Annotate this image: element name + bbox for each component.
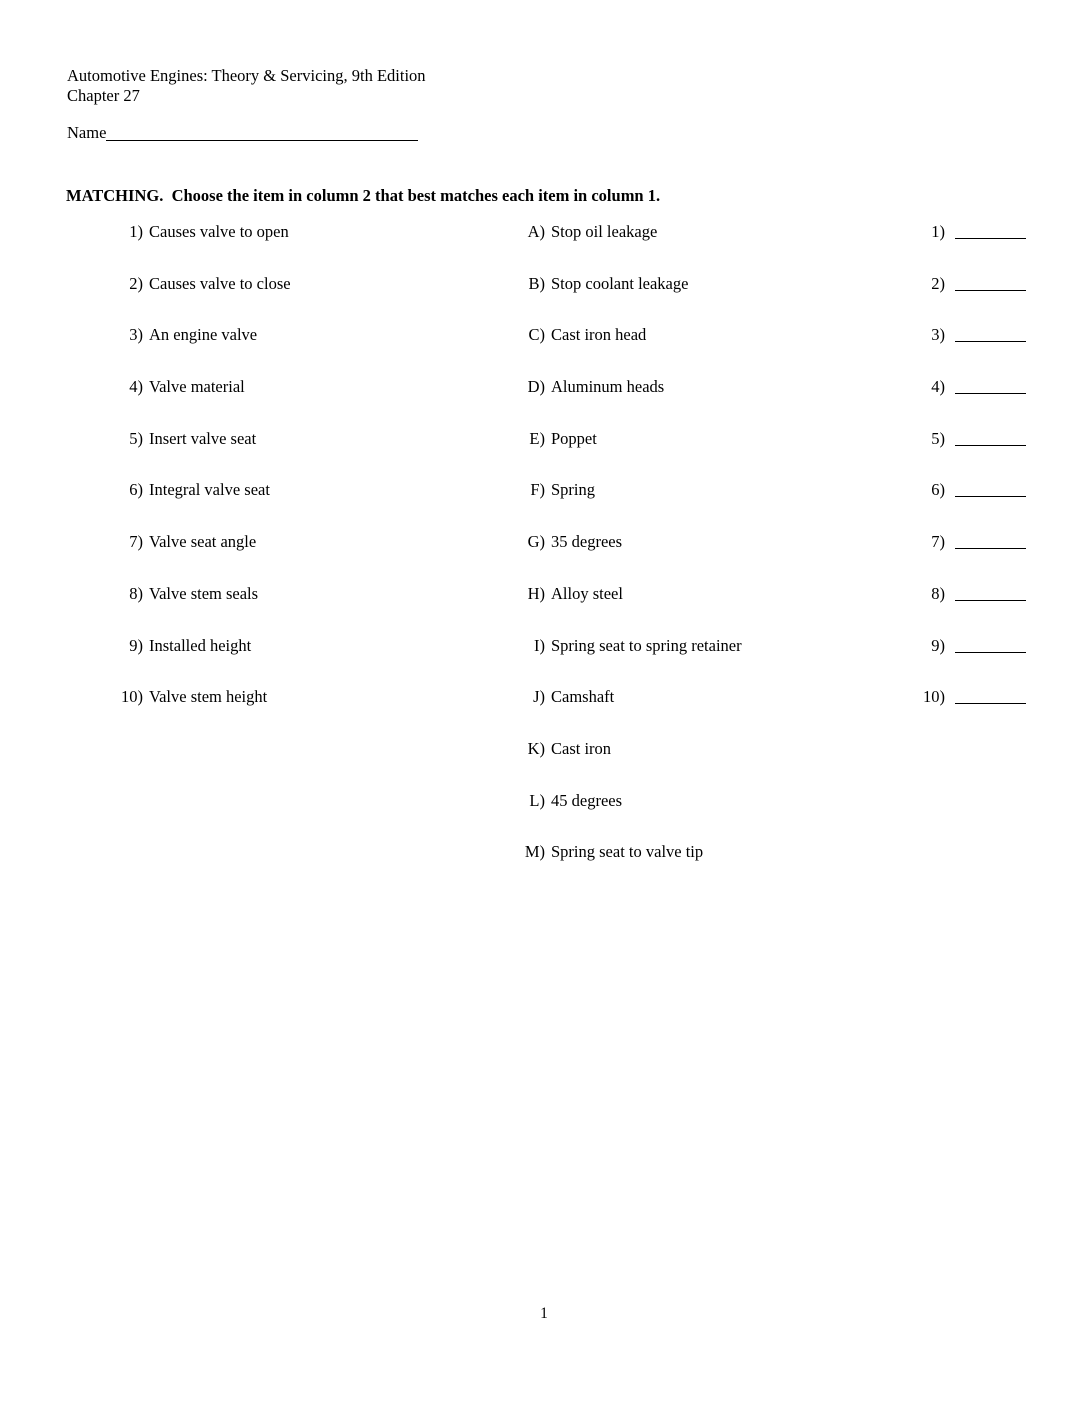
option-item — [495, 429, 742, 481]
answer-number: 7) — [931, 532, 945, 552]
option-item — [495, 325, 742, 377]
item-label: Integral valve seat — [149, 480, 270, 500]
option-label: Spring seat to valve tip — [551, 842, 704, 862]
column2-options — [495, 222, 742, 894]
option-item — [495, 377, 742, 429]
matching-item — [90, 274, 291, 326]
option-item — [495, 791, 742, 843]
document-header — [67, 66, 426, 106]
option-label: Stop oil leakage — [551, 222, 658, 241]
answer-row — [880, 222, 1026, 274]
option-letter: C) — [528, 325, 545, 345]
option-letter: M) — [524, 842, 545, 862]
column1-items — [90, 222, 291, 739]
answer-row — [880, 687, 1026, 739]
item-label: Valve seat angle — [149, 532, 257, 552]
item-number: 9) — [129, 635, 143, 655]
matching-item — [90, 480, 291, 532]
item-number: 8) — [129, 583, 143, 603]
answer-number: 5) — [931, 428, 945, 448]
option-label: Cast iron head — [551, 325, 647, 345]
matching-item — [90, 429, 291, 481]
option-label: Cast iron — [551, 738, 612, 758]
page-number: 1 — [540, 1305, 548, 1322]
item-label: Valve stem height — [149, 687, 268, 707]
option-label: Poppet — [551, 428, 597, 448]
answer-blank[interactable] — [955, 229, 1026, 239]
matching-item — [90, 325, 291, 377]
answer-column — [880, 222, 1026, 739]
option-letter: I) — [534, 635, 545, 655]
name-fill-line[interactable] — [106, 129, 418, 141]
item-label: Insert valve seat — [149, 428, 257, 448]
item-label: Causes valve to open — [149, 222, 289, 241]
option-label: 35 degrees — [551, 532, 623, 552]
answer-row — [880, 429, 1026, 481]
answer-blank[interactable] — [955, 384, 1026, 394]
answer-number: 10) — [923, 687, 945, 707]
answer-blank[interactable] — [955, 487, 1026, 497]
option-item — [495, 842, 742, 894]
option-label: Aluminum heads — [551, 377, 665, 397]
book-title: Automotive Engines: Theory & Servicing, 9th Edition — [67, 66, 426, 85]
option-label: Spring — [551, 480, 596, 500]
answer-row — [880, 532, 1026, 584]
item-number: 1) — [129, 222, 143, 241]
option-label: 45 degrees — [551, 790, 623, 810]
option-letter: E) — [529, 428, 545, 448]
answer-blank[interactable] — [955, 436, 1026, 446]
answer-number: 4) — [931, 377, 945, 397]
answer-blank[interactable] — [955, 281, 1026, 291]
answer-number: 6) — [931, 480, 945, 500]
matching-item — [90, 687, 291, 739]
item-label: Valve stem seals — [149, 583, 259, 603]
answer-blank[interactable] — [955, 539, 1026, 549]
item-number: 2) — [129, 273, 143, 293]
option-label: Camshaft — [551, 687, 615, 707]
option-letter: J) — [533, 687, 545, 707]
option-label: Spring seat to spring retainer — [551, 635, 742, 655]
item-label: Installed height — [149, 635, 252, 655]
matching-item — [90, 377, 291, 429]
item-label: Valve material — [149, 377, 245, 397]
name-label: Name — [67, 123, 107, 142]
answer-blank[interactable] — [955, 643, 1026, 653]
answer-number: 3) — [931, 325, 945, 345]
option-item — [495, 480, 742, 532]
answer-row — [880, 274, 1026, 326]
answer-number: 1) — [931, 222, 945, 241]
answer-row — [880, 325, 1026, 377]
matching-item — [90, 222, 291, 274]
answer-blank[interactable] — [955, 694, 1026, 704]
option-letter: B) — [528, 273, 545, 293]
option-letter: G) — [527, 532, 545, 552]
matching-item — [90, 636, 291, 688]
chapter-label: Chapter 27 — [67, 86, 140, 105]
option-letter: D) — [527, 377, 545, 397]
matching-item — [90, 532, 291, 584]
option-letter: L) — [529, 790, 545, 810]
option-letter: K) — [527, 738, 545, 758]
option-label: Stop coolant leakage — [551, 273, 689, 293]
option-item — [495, 636, 742, 688]
matching-item — [90, 584, 291, 636]
name-field-row — [67, 123, 418, 143]
item-number: 7) — [129, 532, 143, 552]
answer-number: 9) — [931, 635, 945, 655]
matching-instructions: MATCHING. Choose the item in column 2 that best matches each item in column 1. — [66, 186, 661, 205]
answer-row — [880, 636, 1026, 688]
option-item — [495, 739, 742, 791]
item-label: An engine valve — [149, 325, 258, 345]
option-letter: H) — [527, 583, 545, 603]
option-item — [495, 584, 742, 636]
option-letter: F) — [530, 480, 545, 500]
option-item — [495, 274, 742, 326]
option-label: Alloy steel — [551, 583, 623, 603]
item-number: 3) — [129, 325, 143, 345]
answer-number: 8) — [931, 583, 945, 603]
item-number: 6) — [129, 480, 143, 500]
option-item — [495, 222, 742, 274]
option-letter: A) — [527, 222, 545, 241]
option-item — [495, 687, 742, 739]
item-number: 5) — [129, 428, 143, 448]
answer-number: 2) — [931, 273, 945, 293]
answer-row — [880, 377, 1026, 429]
item-number: 10) — [121, 687, 143, 707]
answer-blank[interactable] — [955, 591, 1026, 601]
option-item — [495, 532, 742, 584]
item-label: Causes valve to close — [149, 273, 291, 293]
answer-blank[interactable] — [955, 332, 1026, 342]
answer-row — [880, 480, 1026, 532]
answer-row — [880, 584, 1026, 636]
item-number: 4) — [129, 377, 143, 397]
